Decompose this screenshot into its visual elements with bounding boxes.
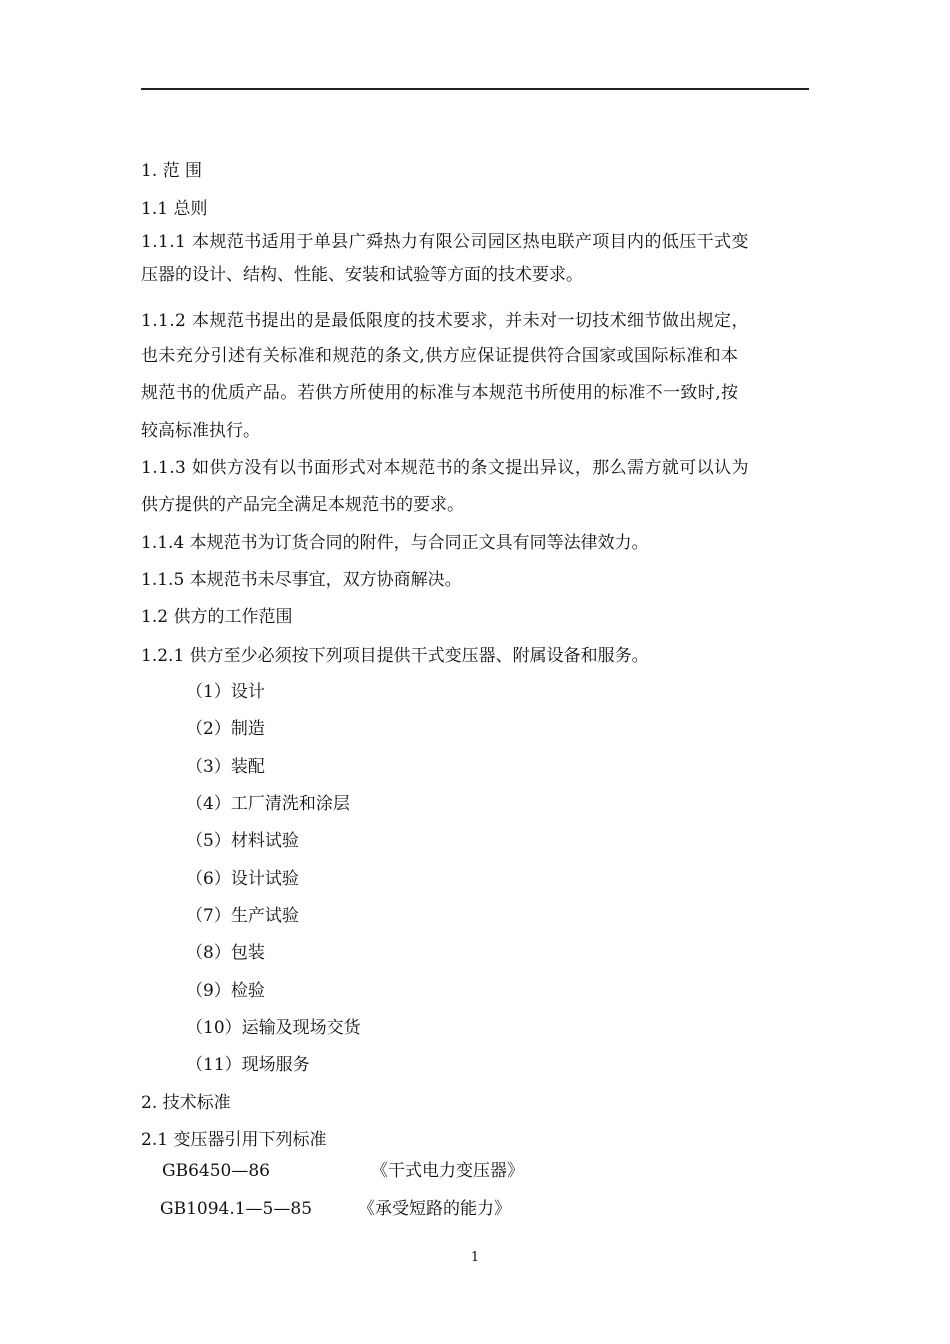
scope-item: （1）设计: [186, 682, 265, 702]
para-1-1-2-line-2: 也未充分引述有关标准和规范的条文,供方应保证提供符合国家或国际标准和本: [141, 346, 739, 366]
section-1-1-title: 1.1 总则: [141, 199, 208, 219]
scope-item: （11）现场服务: [186, 1055, 310, 1075]
scope-item: （7）生产试验: [186, 906, 299, 926]
para-1-1-1-line-2: 压器的设计、结构、性能、安装和试验等方面的技术要求。: [141, 265, 583, 285]
section-2-title: 2. 技术标准: [141, 1093, 231, 1113]
para-1-2-1: 1.2.1 供方至少必须按下列项目提供干式变压器、附属设备和服务。: [141, 646, 649, 666]
scope-item: （6）设计试验: [186, 869, 299, 889]
para-1-1-4: 1.1.4 本规范书为订货合同的附件，与合同正文具有同等法律效力。: [141, 533, 649, 553]
scope-item: （3）装配: [186, 757, 265, 777]
scope-item: （4）工厂清洗和涂层: [186, 794, 350, 814]
standard-name: 《承受短路的能力》: [358, 1199, 511, 1219]
standard-code: GB6450—86: [162, 1161, 270, 1181]
scope-item: （10）运输及现场交货: [186, 1018, 361, 1038]
scope-item: （8）包装: [186, 943, 265, 963]
para-1-1-2-line-1: 1.1.2 本规范书提出的是最低限度的技术要求，并未对一切技术细节做出规定，: [141, 311, 749, 331]
section-1-2-title: 1.2 供方的工作范围: [141, 607, 293, 627]
scope-item: （9）检验: [186, 981, 265, 1001]
para-1-1-1-line-1: 1.1.1 本规范书适用于单县广舜热力有限公司园区热电联产项目内的低压干式变: [141, 232, 749, 252]
page-number: 1: [470, 1250, 480, 1265]
section-2-1-title: 2.1 变压器引用下列标准: [141, 1130, 327, 1150]
scope-item: （2）制造: [186, 719, 265, 739]
para-1-1-2-line-4: 较高标准执行。: [141, 421, 260, 441]
section-1-title: 1. 范 围: [141, 161, 203, 181]
standard-code: GB1094.1—5—85: [160, 1199, 313, 1219]
para-1-1-2-line-3: 规范书的优质产品。若供方所使用的标准与本规范书所使用的标准不一致时,按: [141, 383, 739, 403]
para-1-1-5: 1.1.5 本规范书未尽事宜，双方协商解决。: [141, 570, 462, 590]
scope-item: （5）材料试验: [186, 831, 299, 851]
header-rule: [141, 88, 809, 90]
para-1-1-3-line-2: 供方提供的产品完全满足本规范书的要求。: [141, 495, 464, 515]
para-1-1-3-line-1: 1.1.3 如供方没有以书面形式对本规范书的条文提出异议，那么需方就可以认为: [141, 458, 749, 478]
standard-name: 《干式电力变压器》: [371, 1161, 524, 1181]
